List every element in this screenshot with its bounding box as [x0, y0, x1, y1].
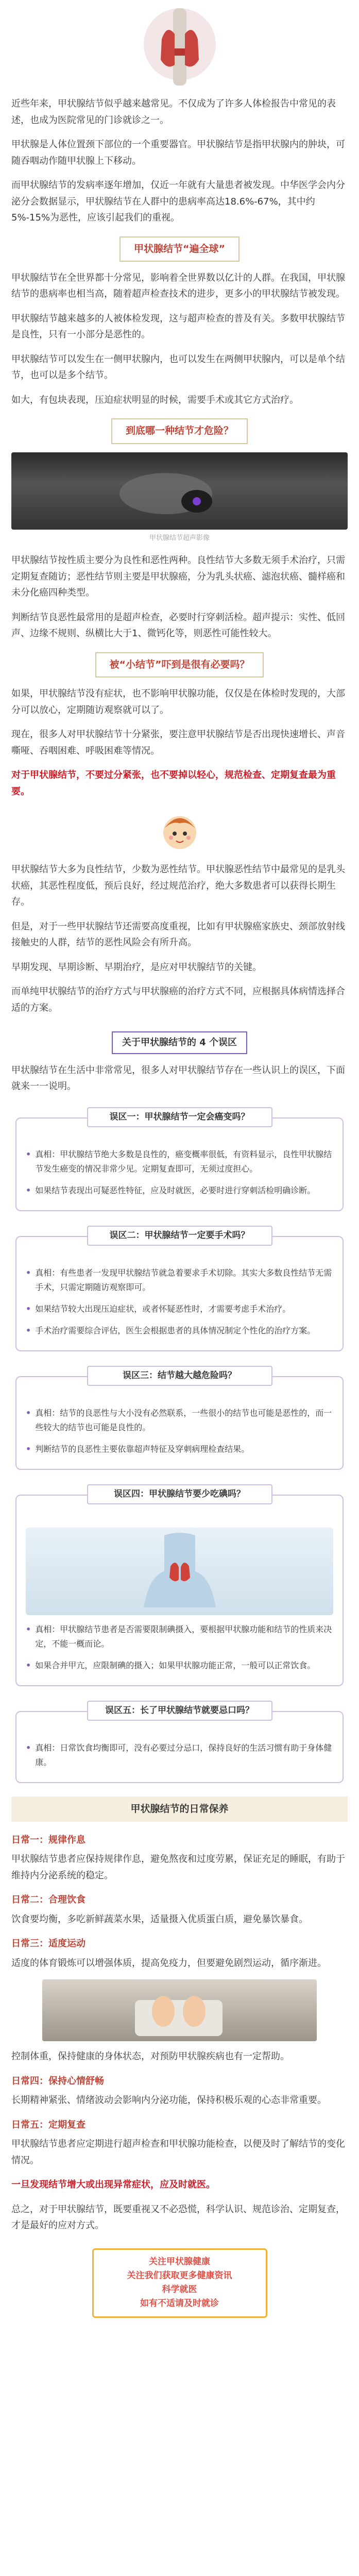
myth-answer: • 判断结节的良恶性主要依靠超声特征及穿刺病理检查结果。 — [26, 1444, 250, 1454]
intro-paragraph: 而甲状腺结节的发病率逐年增加，仅近一年就有大量患者被发现。中华医学会内分泌分会数据显示，甲状腺结节在人群中的患病率高达18.6%-67%，其中约5%-15%为恶性，应该引起我们的重视。 — [11, 180, 345, 223]
tip-heading: 日常二：合理饮食 — [11, 1894, 86, 1906]
body-paragraph: 甲状腺结节按性质主要分为良性和恶性两种。良性结节大多数无须手术治疗，只需定期复查随访；恶性结节则主要是甲状腺癌，分为乳头状癌、滤泡状癌、髓样癌和未分化癌四种类型。 — [11, 555, 345, 599]
tip-heading: 日常三：适度运动 — [11, 1938, 86, 1950]
body-paragraph: 但是，对于一些甲状腺结节还需要高度重视，比如有甲状腺癌家族史、颈部放射线接触史的人群，结节的恶性风险会有所升高。 — [11, 921, 345, 948]
body-paragraph: 饮食要均衡，多吃新鲜蔬菜水果，适量摄入优质蛋白质，避免暴饮暴食。 — [11, 1913, 308, 1925]
body-paragraph: 早期发现、早期诊断、早期治疗，是应对甲状腺结节的关键。 — [11, 961, 262, 973]
myth-answer: • 真相：有些患者一发现甲状腺结节就急着要求手术切除。其实大多数良性结节无需手术，只需定期随访观察即可。 — [26, 1267, 332, 1292]
body-paragraph: 判断结节良恶性最常用的是超声检查，必要时行穿刺活检。超声提示：实性、低回声、边缘不规则、纵横比大于1、微钙化等，则恶性可能性较大。 — [11, 612, 345, 639]
section-heading — [11, 1031, 348, 1054]
myth-card — [15, 1370, 344, 1470]
myth-question: 误区二：甲状腺结节一定要手术吗？ — [87, 1226, 272, 1246]
body-paragraph: 长期精神紧张、情绪波动会影响内分泌功能，保持积极乐观的心态非常重要。 — [11, 2095, 327, 2106]
body-paragraph: 甲状腺结节在生活中非常常见，很多人对甲状腺结节存在一些认识上的误区，下面就来一一说明。 — [11, 1064, 345, 1092]
myth-answer: • 如果结节表现出可疑恶性特征，应及时就医，必要时进行穿刺活检明确诊断。 — [26, 1185, 316, 1195]
myth-question: 误区五：长了甲状腺结节就要忌口吗？ — [87, 1701, 272, 1721]
myth-question: 误区三：结节越大越危险吗？ — [87, 1366, 272, 1386]
highlight-paragraph: 一旦发现结节增大或出现异常症状，应及时就医。 — [11, 2179, 215, 2191]
tip-heading: 日常一：规律作息 — [11, 1834, 86, 1845]
myth-answer: • 如果合并甲亢，应限制碘的摄入；如果甲状腺功能正常，一般可以正常饮食。 — [26, 1660, 316, 1670]
cartoon-mascot — [157, 808, 203, 854]
tip-heading: 日常四：保持心情舒畅 — [11, 2075, 104, 2087]
section-heading — [11, 418, 348, 444]
section-heading — [11, 236, 348, 262]
body-paragraph: 而单纯甲状腺结节的治疗方式与甲状腺癌的治疗方式不同，应根据具体病情选择合适的方案。 — [11, 986, 345, 1013]
section-title: 甲状腺结节“遍全球” — [119, 236, 240, 262]
myth-answer: • 如果结节较大出现压迫症状，或者怀疑恶性时，才需要考虑手术治疗。 — [26, 1303, 291, 1314]
myth-card — [15, 1111, 344, 1211]
footer-line: 关注我们获取更多健康资讯 — [127, 2270, 232, 2281]
body-paragraph: 适度的体育锻炼可以增强体质，提高免疫力，但要避免剧烈运动，循序渐进。 — [11, 1957, 327, 1969]
body-paragraph: 总之，对于甲状腺结节，既要重视又不必恐慌，科学认识、规范诊治、定期复查，才是最好的应对方式。 — [11, 2204, 345, 2231]
section-title: 到底哪一种结节才危险？ — [111, 418, 248, 444]
body-paragraph: 甲状腺结节患者应保持规律作息，避免熬夜和过度劳累，保证充足的睡眠，有助于维持内分泌系统的稳定。 — [11, 1854, 345, 1881]
footer-line: 关注甲状腺健康 — [149, 2256, 210, 2267]
intro-paragraph: 近些年来，甲状腺结节似乎越来越常见。不仅成为了许多人体检报告中常见的表述，也成为医院常见的门诊就诊之一。 — [11, 98, 336, 126]
footer-line: 科学就医 — [162, 2284, 197, 2295]
ultrasound-image — [11, 452, 348, 530]
section-title: 甲状腺结节的日常保养 — [11, 1797, 348, 1822]
myth-answer: • 真相：日常饮食均衡即可，没有必要过分忌口，保持良好的生活习惯有助于身体健康。 — [26, 1742, 332, 1767]
footer-banner — [92, 2248, 267, 2318]
myth-card — [15, 1705, 344, 1783]
article — [0, 3, 359, 2318]
body-paragraph: 甲状腺结节越来越多的人被体检发现，这与超声检查的普及有关。多数甲状腺结节是良性，只有一小部分是恶性的。 — [11, 313, 345, 341]
myth-answer: • 真相：结节的良恶性与大小没有必然联系，一些很小的结节也可能是恶性的，而一些较大的结节也可能是良性的。 — [26, 1408, 332, 1432]
body-paragraph: 控制体重，保持健康的身体状态，对预防甲状腺疾病也有一定帮助。 — [11, 2051, 289, 2062]
body-paragraph: 甲状腺结节大多为良性结节，少数为恶性结节。甲状腺恶性结节中最常见的是乳头状癌，其恶性程度低，预后良好，经过规范治疗，绝大多数患者可以获得长期生存。 — [11, 864, 345, 907]
body-paragraph: 甲状腺结节可以发生在一侧甲状腺内，也可以发生在两侧甲状腺内，可以是单个结节，也可以是多个结节。 — [11, 353, 345, 381]
myth-question: 误区四：甲状腺结节要少吃碘吗？ — [87, 1484, 272, 1505]
image-caption: 甲状腺结节超声影像 — [149, 534, 210, 542]
thyroid-illustration — [131, 3, 229, 91]
body-paragraph: 现在，很多人对甲状腺结节十分紧张，要注意甲状腺结节是否出现快速增长、声音嘶哑、吞咽困难、呼吸困难等情况。 — [11, 729, 345, 756]
myth-answer: • 手术治疗需要综合评估，医生会根据患者的具体情况制定个性化的治疗方案。 — [26, 1325, 316, 1335]
tip-heading: 日常五：定期复查 — [11, 2119, 86, 2130]
body-paragraph: 如果，甲状腺结节没有症状，也不影响甲状腺功能，仅仅是在体检时发现的，大部分可以放心，定期随访观察就可以了。 — [11, 688, 345, 716]
section-title: 被“小结节”吓到是很有必要吗？ — [95, 652, 264, 677]
myth-card — [15, 1488, 344, 1686]
section-heading — [11, 652, 348, 677]
myth-answer: • 真相：甲状腺结节绝大多数是良性的，癌变概率很低，有资料显示，良性甲状腺结节发生癌变的情况非常少见。定期复查即可，无须过度担心。 — [26, 1149, 332, 1174]
neck-illustration — [26, 1528, 333, 1615]
myth-card — [15, 1230, 344, 1351]
myth-answer: • 真相：甲状腺结节患者是否需要限制碘摄入，要根据甲状腺功能和结节的性质来决定，不能一概而论。 — [26, 1624, 332, 1649]
body-paragraph: 甲状腺结节在全世界都十分常见，影响着全世界数以亿计的人群。在我国，甲状腺结节的患病率也相当高，随着超声检查技术的进步，更多小的甲状腺结节被发现。 — [11, 272, 345, 300]
myth-question: 误区一：甲状腺结节一定会癌变吗？ — [87, 1107, 272, 1128]
body-paragraph: 甲状腺结节患者应定期进行超声检查和甲状腺功能检查，以便及时了解结节的变化情况。 — [11, 2139, 345, 2166]
section-title: 关于甲状腺结节的 4 个误区 — [112, 1031, 247, 1054]
highlight-paragraph: 对于甲状腺结节，不要过分紧张，也不要掉以轻心，规范检查、定期复查最为重要。 — [11, 770, 336, 797]
scale-image — [42, 1979, 317, 2041]
intro-paragraph: 甲状腺是人体位置颈下部位的一个重要器官。甲状腺结节是指甲状腺内的肿块，可随吞咽动作随甲状腺上下移动。 — [11, 139, 345, 166]
body-paragraph: 如大，有包块表现，压迫症状明显的时候，需要手术或其它方式治疗。 — [11, 394, 299, 405]
footer-line: 如有不适请及时就诊 — [140, 2298, 219, 2309]
